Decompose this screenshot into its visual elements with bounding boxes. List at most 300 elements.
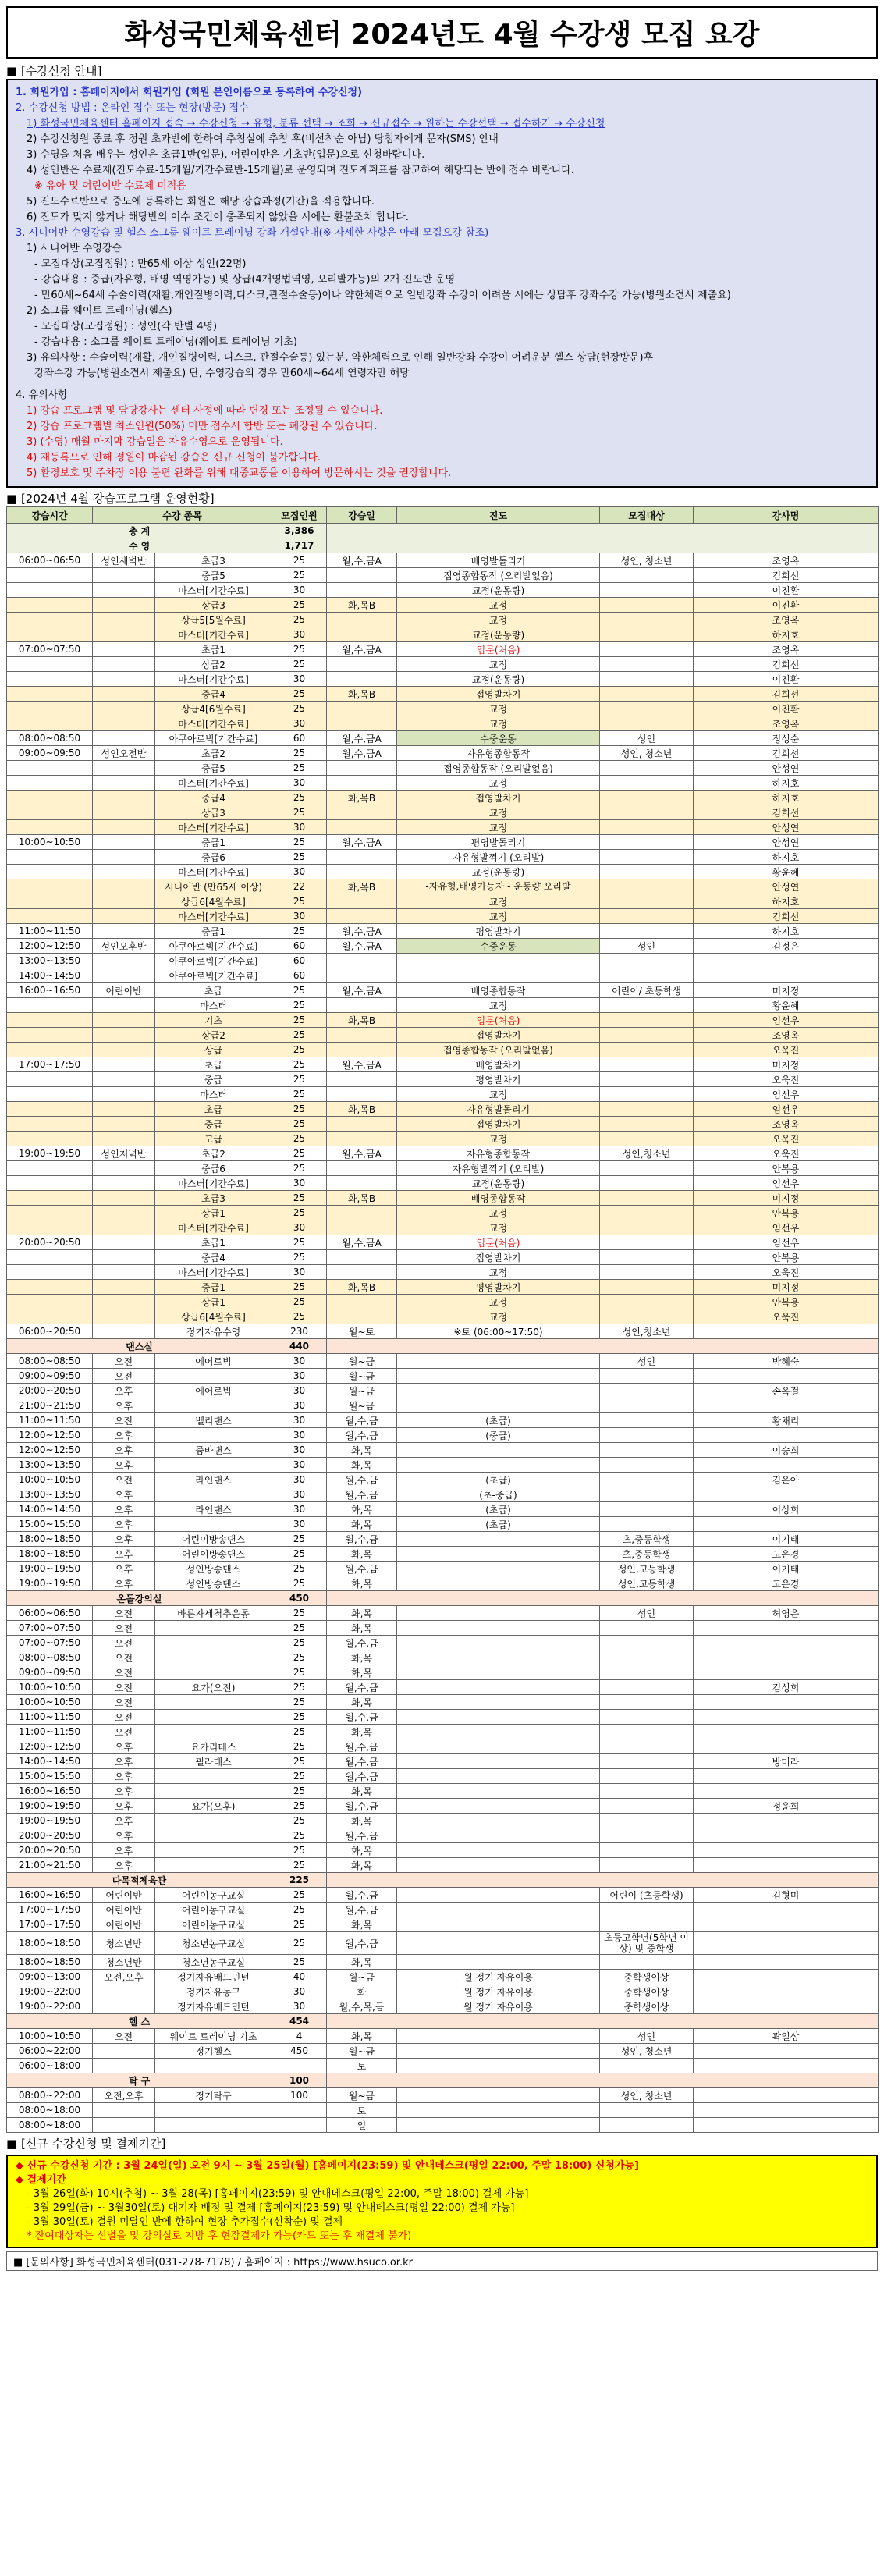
row-time: 16:00~16:50 [7, 1888, 93, 1903]
info-line: 1) 시니어반 수영강습 [27, 243, 122, 254]
row-days [327, 1309, 397, 1324]
row-target [600, 1739, 694, 1754]
row-capacity: 25 [272, 1858, 327, 1873]
row-time [7, 1295, 93, 1309]
row-capacity [272, 2103, 327, 2118]
row-days: 화,목 [327, 1517, 397, 1532]
row-group [93, 805, 155, 820]
table-row [7, 820, 879, 835]
row-days: 월,수,금 [327, 1888, 397, 1903]
row-target [600, 687, 694, 702]
signup-line: ◆ 신규 수강신청 기간 : 3월 24일(일) 오전 9시 ~ 3월 25일(월) [홈페이지(23:59) 및 안내데스크(평일 22:00, 주말 18:00) 신청가능] [16, 2160, 639, 2172]
section-total-label: 수 영 [7, 538, 272, 553]
row-days [327, 1087, 397, 1102]
row-days: 화,목 [327, 1955, 397, 1970]
row-progress: 자유형발꺽기 (오리발) [397, 1161, 600, 1176]
row-days: 월,수,금A [327, 924, 397, 939]
row-target [600, 1814, 694, 1828]
row-group: 오전 [93, 1725, 155, 1739]
row-time: 11:00~11:50 [7, 1413, 93, 1428]
row-instructor: 하지호 [694, 894, 879, 909]
row-target: 성인, 청소년 [600, 2088, 694, 2103]
row-program: 중급 [155, 1117, 272, 1132]
signup-line: - 3월 26일(화) 10시(추첨) ~ 3월 28(목) [홈페이지(23:59) 및 안내데스크(평일 22:00, 주말 18:00) 결제 가능] [27, 2188, 529, 2200]
row-capacity: 25 [272, 642, 327, 657]
row-group [93, 850, 155, 865]
row-target [600, 1072, 694, 1087]
row-capacity: 25 [272, 1754, 327, 1769]
row-days: 화,목B [327, 879, 397, 894]
row-program: 라인댄스 [155, 1502, 272, 1517]
row-days: 화,목 [327, 2029, 397, 2044]
row-target [600, 954, 694, 968]
row-progress: 수중운동 [397, 731, 600, 746]
table-row [7, 1280, 879, 1295]
row-target [600, 672, 694, 687]
row-instructor: 안성연 [694, 879, 879, 894]
row-instructor: 임선우 [694, 1013, 879, 1028]
row-target [600, 1725, 694, 1739]
row-progress: 접영종합동작 (오리발없음) [397, 761, 600, 776]
row-progress [397, 1606, 600, 1621]
row-progress: 월 정기 자유이용 [397, 1984, 600, 1999]
row-instructor: 하지호 [694, 791, 879, 805]
row-progress [397, 2103, 600, 2118]
row-instructor [694, 1725, 879, 1739]
section-total-count: 100 [272, 2073, 327, 2088]
row-capacity: 22 [272, 879, 327, 894]
row-group: 성인새벽반 [93, 553, 155, 568]
table-row [7, 1028, 879, 1043]
row-days [327, 568, 397, 583]
row-program: 상급2 [155, 657, 272, 672]
info-line: - 강습내용 : 중급(자유형, 배영 역영가능) 및 상급(4개영법역영, 오리발가능)의 2개 진도반 운영 [34, 274, 456, 286]
row-days: 화,목 [327, 1858, 397, 1873]
row-progress: 교정(운동량) [397, 865, 600, 879]
row-program: 어린이농구교실 [155, 1917, 272, 1932]
section-total-filler [327, 2073, 879, 2088]
row-progress: 교정 [397, 776, 600, 791]
row-group: 오전 [93, 1695, 155, 1710]
row-program [155, 1665, 272, 1680]
table-row [7, 1043, 879, 1057]
info-line: 6) 진도가 맞지 않거나 해당반의 이수 조건이 충족되지 않았을 시에는 환불조치 합니다. [27, 211, 409, 223]
table-row [7, 1576, 879, 1591]
row-target [600, 1487, 694, 1502]
table-row [7, 1606, 879, 1621]
row-target [600, 1710, 694, 1725]
row-days: 월,수,금A [327, 1235, 397, 1250]
row-target [600, 1458, 694, 1473]
row-time: 13:00~13:50 [7, 954, 93, 968]
row-target [600, 998, 694, 1013]
row-days: 월,수,금 [327, 1769, 397, 1784]
row-progress: 교정(운동량) [397, 583, 600, 598]
schedule-section-label: ■ [2024년 4월 강습프로그램 운영현황] [6, 492, 215, 506]
row-progress: 입문(처음) [397, 1013, 600, 1028]
row-time: 09:00~09:50 [7, 1665, 93, 1680]
table-row [7, 1984, 879, 1999]
row-program [155, 1650, 272, 1665]
table-row [7, 1324, 879, 1339]
row-instructor [694, 1517, 879, 1532]
section-total-count: 450 [272, 1591, 327, 1606]
row-instructor: 오욱진 [694, 1072, 879, 1087]
table-row [7, 1132, 879, 1146]
row-days: 화,목 [327, 1917, 397, 1932]
row-progress [397, 1843, 600, 1858]
row-group: 오후 [93, 1828, 155, 1843]
row-instructor: 고은경 [694, 1576, 879, 1591]
row-instructor: 김형미 [694, 1888, 879, 1903]
row-target: 성인 [600, 1606, 694, 1621]
row-days: 월,수,금 [327, 1562, 397, 1576]
row-group: 어린이반 [93, 1888, 155, 1903]
section-total-filler [327, 1339, 879, 1354]
row-capacity: 25 [272, 1295, 327, 1309]
row-target [600, 1502, 694, 1517]
row-group [93, 2103, 155, 2118]
row-days [327, 583, 397, 598]
row-program: 마스터 [155, 998, 272, 1013]
row-group [93, 583, 155, 598]
row-days: 월~토 [327, 1324, 397, 1339]
info-line: ※ 유아 및 어린이반 수료제 미적용 [34, 180, 186, 192]
row-group [93, 791, 155, 805]
row-group: 오전 [93, 2029, 155, 2044]
row-program: 마스터[기간수료] [155, 716, 272, 731]
row-program: 어린이농구교실 [155, 1888, 272, 1903]
row-group [93, 998, 155, 1013]
row-capacity: 25 [272, 1955, 327, 1970]
table-row [7, 1903, 879, 1917]
row-days: 화,목 [327, 1443, 397, 1458]
row-instructor: 안성연 [694, 820, 879, 835]
row-program [155, 1843, 272, 1858]
row-progress: 교정 [397, 1265, 600, 1280]
row-progress [397, 1576, 600, 1591]
row-group [93, 1999, 155, 2014]
info-line: 2. 수강신청 방법 : 온라인 접수 또는 현장(방문) 접수 [16, 102, 249, 114]
row-days: 화,목 [327, 1621, 397, 1636]
row-program: 정기자유배드민턴 [155, 1970, 272, 1984]
row-time: 09:00~13:00 [7, 1970, 93, 1984]
row-capacity: 30 [272, 1428, 327, 1443]
col-header-target: 모집대상 [600, 507, 694, 524]
row-instructor [694, 1369, 879, 1384]
row-program [155, 1695, 272, 1710]
row-time [7, 1043, 93, 1057]
row-group [93, 1087, 155, 1102]
row-progress: 자유형종합동작 [397, 1146, 600, 1161]
row-target [600, 1650, 694, 1665]
row-target [600, 835, 694, 850]
row-days [327, 850, 397, 865]
row-group [93, 657, 155, 672]
row-instructor: 조영옥 [694, 553, 879, 568]
row-instructor: 안복용 [694, 1250, 879, 1265]
row-capacity: 25 [272, 687, 327, 702]
row-instructor [694, 954, 879, 968]
row-instructor: 미지정 [694, 1191, 879, 1206]
row-program [155, 1710, 272, 1725]
row-time: 19:00~19:50 [7, 1146, 93, 1161]
table-row [7, 1502, 879, 1517]
table-row [7, 1235, 879, 1250]
row-program: 마스터 [155, 1087, 272, 1102]
row-days [327, 776, 397, 791]
row-days: 월,수,금A [327, 939, 397, 954]
row-progress: 자유형발꺽기 (오리발) [397, 850, 600, 865]
row-group: 오후 [93, 1532, 155, 1547]
row-time [7, 1028, 93, 1043]
row-capacity: 25 [272, 1680, 327, 1695]
row-progress [397, 1636, 600, 1650]
table-row [7, 1161, 879, 1176]
row-time: 09:00~09:50 [7, 1369, 93, 1384]
row-instructor: 정성순 [694, 731, 879, 746]
row-program: 마스터[기간수료] [155, 583, 272, 598]
row-days: 화,목B [327, 1102, 397, 1117]
row-program: 상급 [155, 1043, 272, 1057]
row-time [7, 894, 93, 909]
row-capacity: 25 [272, 1888, 327, 1903]
row-time: 19:00~19:50 [7, 1576, 93, 1591]
row-progress [397, 1858, 600, 1873]
table-row [7, 1695, 879, 1710]
row-time: 08:00~08:50 [7, 731, 93, 746]
row-capacity: 25 [272, 1917, 327, 1932]
row-group [93, 1161, 155, 1176]
row-program [155, 2118, 272, 2133]
row-days: 월,수,금 [327, 1636, 397, 1650]
row-progress [397, 1903, 600, 1917]
page-title: 화성국민체육센터 2024년도 4월 수강생 모집 요강 [6, 6, 878, 59]
table-row [7, 1739, 879, 1754]
row-progress: (초급) [397, 1413, 600, 1428]
row-program: 성인방송댄스 [155, 1576, 272, 1591]
row-instructor: 하지호 [694, 627, 879, 642]
row-progress [397, 1458, 600, 1473]
row-instructor [694, 2088, 879, 2103]
row-target: 중학생이상 [600, 1970, 694, 1984]
table-row [7, 687, 879, 702]
row-capacity: 25 [272, 1028, 327, 1043]
row-target [600, 627, 694, 642]
row-progress [397, 2118, 600, 2133]
row-progress: 교정 [397, 820, 600, 835]
row-progress [397, 1799, 600, 1814]
row-time: 19:00~22:00 [7, 1999, 93, 2014]
row-progress: 교정 [397, 909, 600, 924]
table-row [7, 731, 879, 746]
row-days [327, 998, 397, 1013]
table-row [7, 1443, 879, 1458]
table-row [7, 672, 879, 687]
row-capacity: 25 [272, 850, 327, 865]
row-instructor: 김희선 [694, 687, 879, 702]
row-target: 성인 [600, 1354, 694, 1369]
row-program: 라인댄스 [155, 1473, 272, 1487]
row-program: 중급1 [155, 924, 272, 939]
table-row [7, 1650, 879, 1665]
row-time [7, 583, 93, 598]
row-program: 마스터[기간수료] [155, 672, 272, 687]
section-total-count: 225 [272, 1873, 327, 1888]
table-row [7, 1146, 879, 1161]
row-program [155, 1517, 272, 1532]
row-group: 오후 [93, 1428, 155, 1443]
table-row [7, 1487, 879, 1502]
row-capacity: 30 [272, 1220, 327, 1235]
row-days [327, 627, 397, 642]
row-program: 정기자유농구 [155, 1984, 272, 1999]
row-capacity: 30 [272, 1999, 327, 2014]
row-instructor: 이진환 [694, 598, 879, 613]
row-days [327, 1132, 397, 1146]
row-progress: 입문(처음) [397, 642, 600, 657]
row-progress [397, 1547, 600, 1562]
row-time: 20:00~20:50 [7, 1843, 93, 1858]
row-days: 화,목 [327, 1606, 397, 1621]
row-instructor: 김정은 [694, 939, 879, 954]
row-program [155, 1769, 272, 1784]
row-target [600, 1636, 694, 1650]
table-row [7, 613, 879, 627]
row-group [93, 1132, 155, 1146]
row-capacity: 25 [272, 1769, 327, 1784]
row-instructor [694, 2118, 879, 2133]
info-box [6, 79, 878, 488]
row-group: 오후 [93, 1443, 155, 1458]
row-instructor [694, 1858, 879, 1873]
row-progress [397, 1739, 600, 1754]
row-target [600, 1917, 694, 1932]
info-line: 2) 수강신청원 종료 후 정원 초과반에 한하여 추첨실에 추첨 후(비선착순 아님) 당첨자에게 문자(SMS) 안내 [27, 133, 499, 145]
row-time: 16:00~16:50 [7, 983, 93, 998]
row-group [93, 1057, 155, 1072]
row-program: 정기헬스 [155, 2044, 272, 2059]
row-capacity: 30 [272, 627, 327, 642]
row-program [155, 2059, 272, 2073]
row-target [600, 583, 694, 598]
row-capacity: 25 [272, 1903, 327, 1917]
table-row [7, 850, 879, 865]
row-instructor: 김희선 [694, 909, 879, 924]
row-group [93, 1117, 155, 1132]
row-capacity: 25 [272, 1280, 327, 1295]
row-days: 월,수,금 [327, 1739, 397, 1754]
row-capacity: 60 [272, 968, 327, 983]
row-time [7, 1250, 93, 1265]
row-program: 정기자유배드민턴 [155, 1999, 272, 2014]
row-target [600, 1028, 694, 1043]
row-days: 월,수,금 [327, 1680, 397, 1695]
row-capacity: 25 [272, 761, 327, 776]
row-group: 오전 [93, 1413, 155, 1428]
row-time [7, 761, 93, 776]
row-time: 15:00~15:50 [7, 1517, 93, 1532]
row-group: 오전 [93, 1636, 155, 1650]
row-capacity: 25 [272, 1309, 327, 1324]
row-days [327, 613, 397, 627]
row-time [7, 909, 93, 924]
row-time: 06:00~22:00 [7, 2044, 93, 2059]
row-program [155, 1621, 272, 1636]
row-target [600, 1057, 694, 1072]
table-row [7, 1532, 879, 1547]
row-progress: 접영발차기 [397, 791, 600, 805]
row-days [327, 1250, 397, 1265]
row-program: 상급3 [155, 598, 272, 613]
row-time: 19:00~19:50 [7, 1562, 93, 1576]
table-row [7, 2103, 879, 2118]
row-program: 초급3 [155, 1191, 272, 1206]
row-group: 오후 [93, 1858, 155, 1873]
row-days: 월,수,금 [327, 1932, 397, 1955]
row-group: 성인오전반 [93, 746, 155, 761]
row-instructor [694, 1917, 879, 1932]
row-instructor [694, 1636, 879, 1650]
row-time: 18:00~18:50 [7, 1547, 93, 1562]
section-total-row [7, 1591, 879, 1606]
row-program: 중급4 [155, 791, 272, 805]
table-row [7, 1999, 879, 2014]
row-group [93, 1206, 155, 1220]
row-target [600, 1161, 694, 1176]
section-total-label: 헬 스 [7, 2014, 272, 2029]
row-target [600, 1955, 694, 1970]
info-line: 5) 진도수료반으로 중도에 등록하는 회원은 해당 강습과정(기간)을 적용합니다. [27, 196, 375, 208]
row-progress: 월 정기 자유이용 [397, 1999, 600, 2014]
info-line: 2) 소그룹 웨이트 트레이닝(헬스) [27, 305, 172, 317]
row-program [155, 1398, 272, 1413]
row-program: 아쿠아로빅[기간수료] [155, 954, 272, 968]
info-section-label: ■ [수강신청 안내] [6, 64, 102, 78]
row-instructor [694, 1621, 879, 1636]
row-time [7, 1161, 93, 1176]
row-progress: 배영발차기 [397, 1057, 600, 1072]
row-group: 오전 [93, 1369, 155, 1384]
row-group [93, 716, 155, 731]
row-days [327, 1161, 397, 1176]
row-program: 상급3 [155, 805, 272, 820]
row-days: 화,목 [327, 1576, 397, 1591]
row-progress: 교정 [397, 1220, 600, 1235]
row-progress [397, 1621, 600, 1636]
row-progress [397, 1369, 600, 1384]
row-capacity: 30 [272, 716, 327, 731]
row-group: 오전 [93, 1680, 155, 1695]
row-instructor [694, 1932, 879, 1955]
row-target [600, 1517, 694, 1532]
row-program: 중급1 [155, 1280, 272, 1295]
row-instructor: 황윤혜 [694, 865, 879, 879]
row-progress: 교정 [397, 657, 600, 672]
row-progress [397, 2044, 600, 2059]
info-line: 1. 회원가입 : 홈페이지에서 회원가입 (회원 본인이름으로 등록하여 수강신청) [16, 87, 363, 98]
signup-section-label: ■ [신규 수강신청 및 결제기간] [6, 2137, 166, 2151]
row-progress: 교정 [397, 1132, 600, 1146]
row-days [327, 761, 397, 776]
row-time [7, 1220, 93, 1235]
row-capacity: 25 [272, 657, 327, 672]
row-target [600, 1102, 694, 1117]
col-header-days: 강습일 [327, 507, 397, 524]
row-group [93, 1265, 155, 1280]
row-target: 초,중등학생 [600, 1547, 694, 1562]
row-time: 10:00~10:50 [7, 1680, 93, 1695]
